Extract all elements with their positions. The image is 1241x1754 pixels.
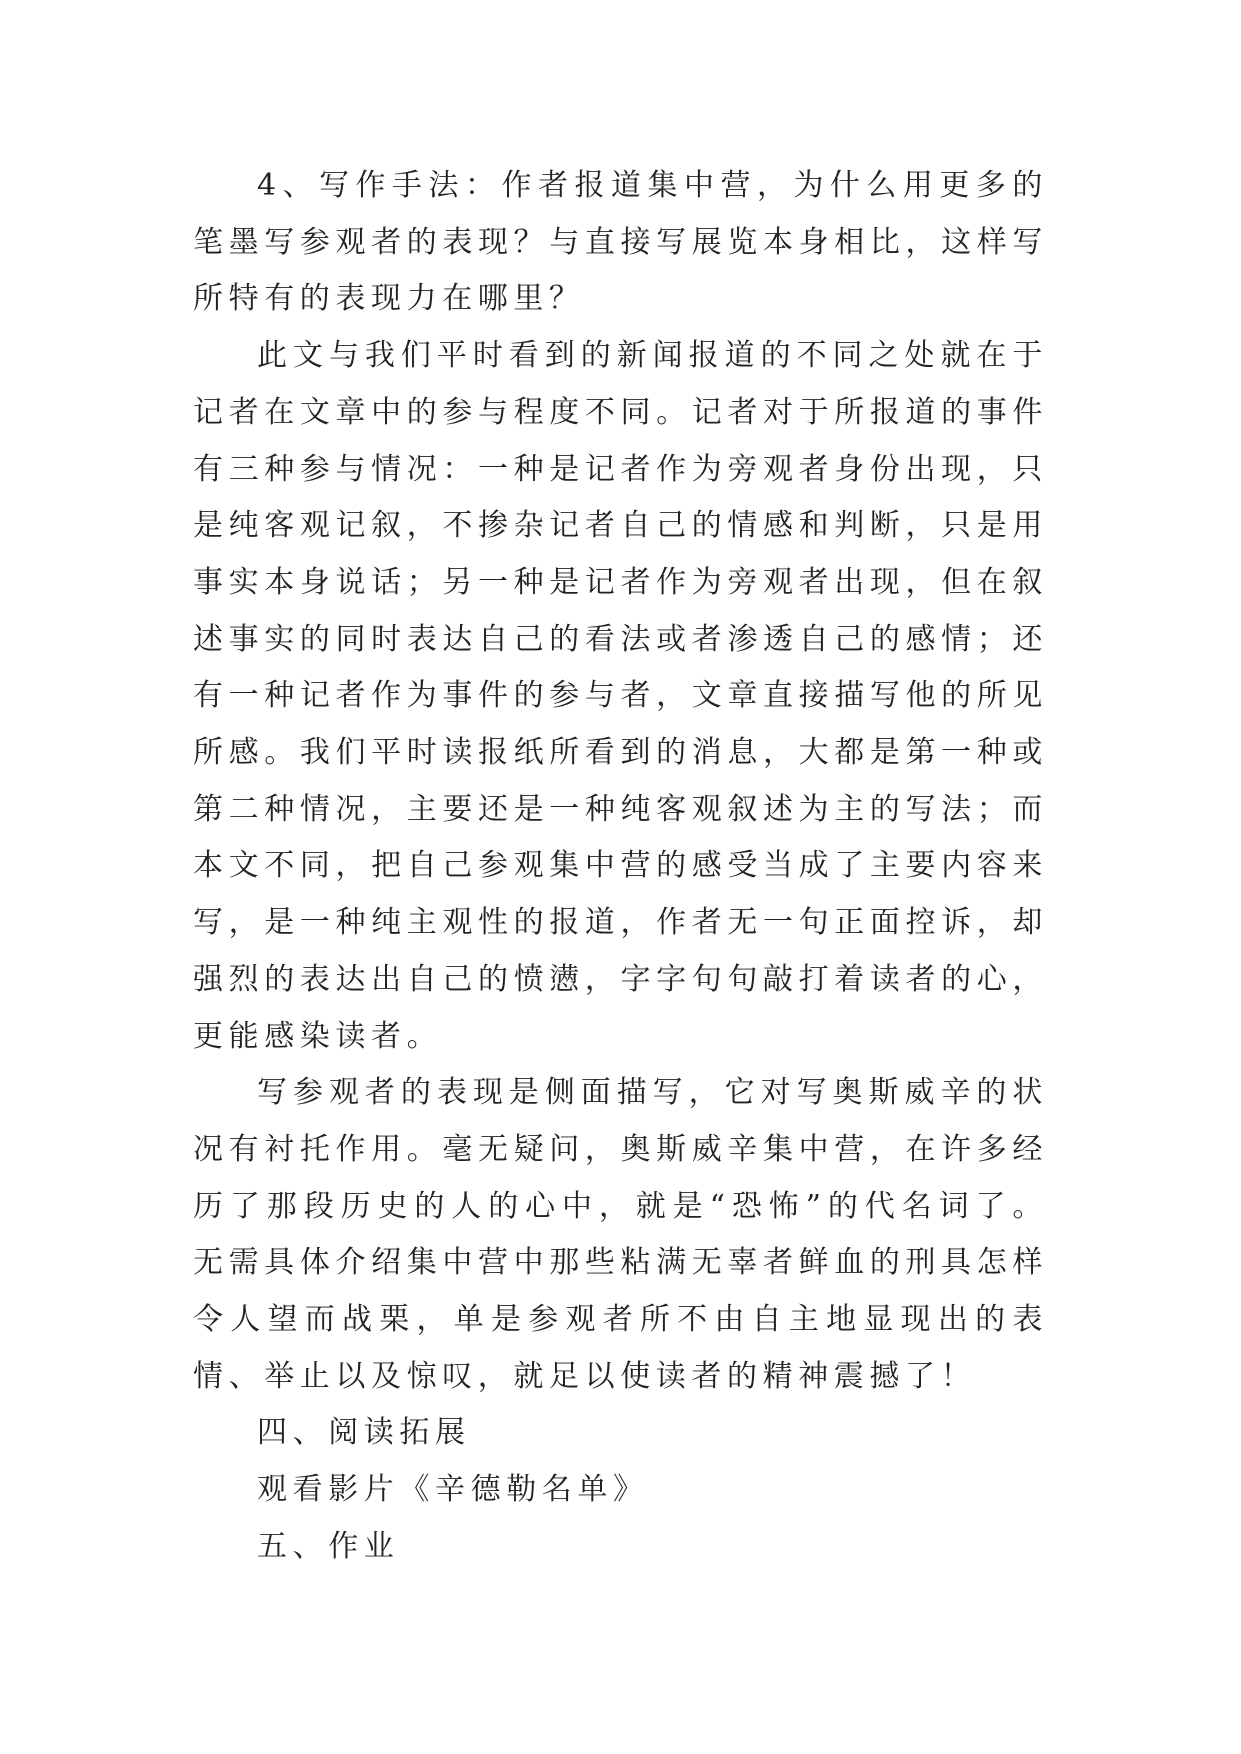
- reading-extension-item: 观看影片《辛德勒名单》: [257, 1472, 649, 1508]
- document-body: [193, 158, 1048, 1576]
- answer-paragraph-2: 写参观者的表现是侧面描写，它对写奥斯威辛的状况有衬托作用。毫无疑问，奥斯威辛集中营，在许多经历了那段历史的人的心中，就是“恐怖”的代名词了。无需具体介绍集中营中那些粘满无辜者鲜血的刑具怎样令人望而战栗，单是参观者所不由自主地显现出的表情、举止以及惊叹，就足以使读者的精神震撼了！: [193, 1075, 1048, 1394]
- answer-paragraph-1: 此文与我们平时看到的新闻报道的不同之处就在于记者在文章中的参与程度不同。记者对于所报道的事件有三种参与情况：一种是记者作为旁观者身份出现，只是纯客观记叙，不掺杂记者自己的情感和判断，只是用事实本身说话；另一种是记者作为旁观者出现，但在叙述事实的同时表达自己的看法或者渗透自己的感情；还有一种记者作为事件的参与者，文章直接描写他的所见所感。我们平时读报纸所看到的消息，大都是第一种或第二种情况，主要还是一种纯客观叙述为主的写法；而本文不同，把自己参观集中营的感受当成了主要内容来写，是一种纯主观性的报道，作者无一句正面控诉，却强烈的表达出自己的愤懑，字字句句敲打着读者的心，更能感染读者。: [193, 338, 1048, 1054]
- section-heading-reading-extension: 四、阅读拓展: [257, 1415, 471, 1451]
- question-paragraph: 4、写作手法：作者报道集中营，为什么用更多的笔墨写参观者的表现？与直接写展览本身相比，这样写所特有的表现力在哪里？: [193, 168, 1048, 317]
- section-heading-homework: 五、作业: [257, 1528, 400, 1564]
